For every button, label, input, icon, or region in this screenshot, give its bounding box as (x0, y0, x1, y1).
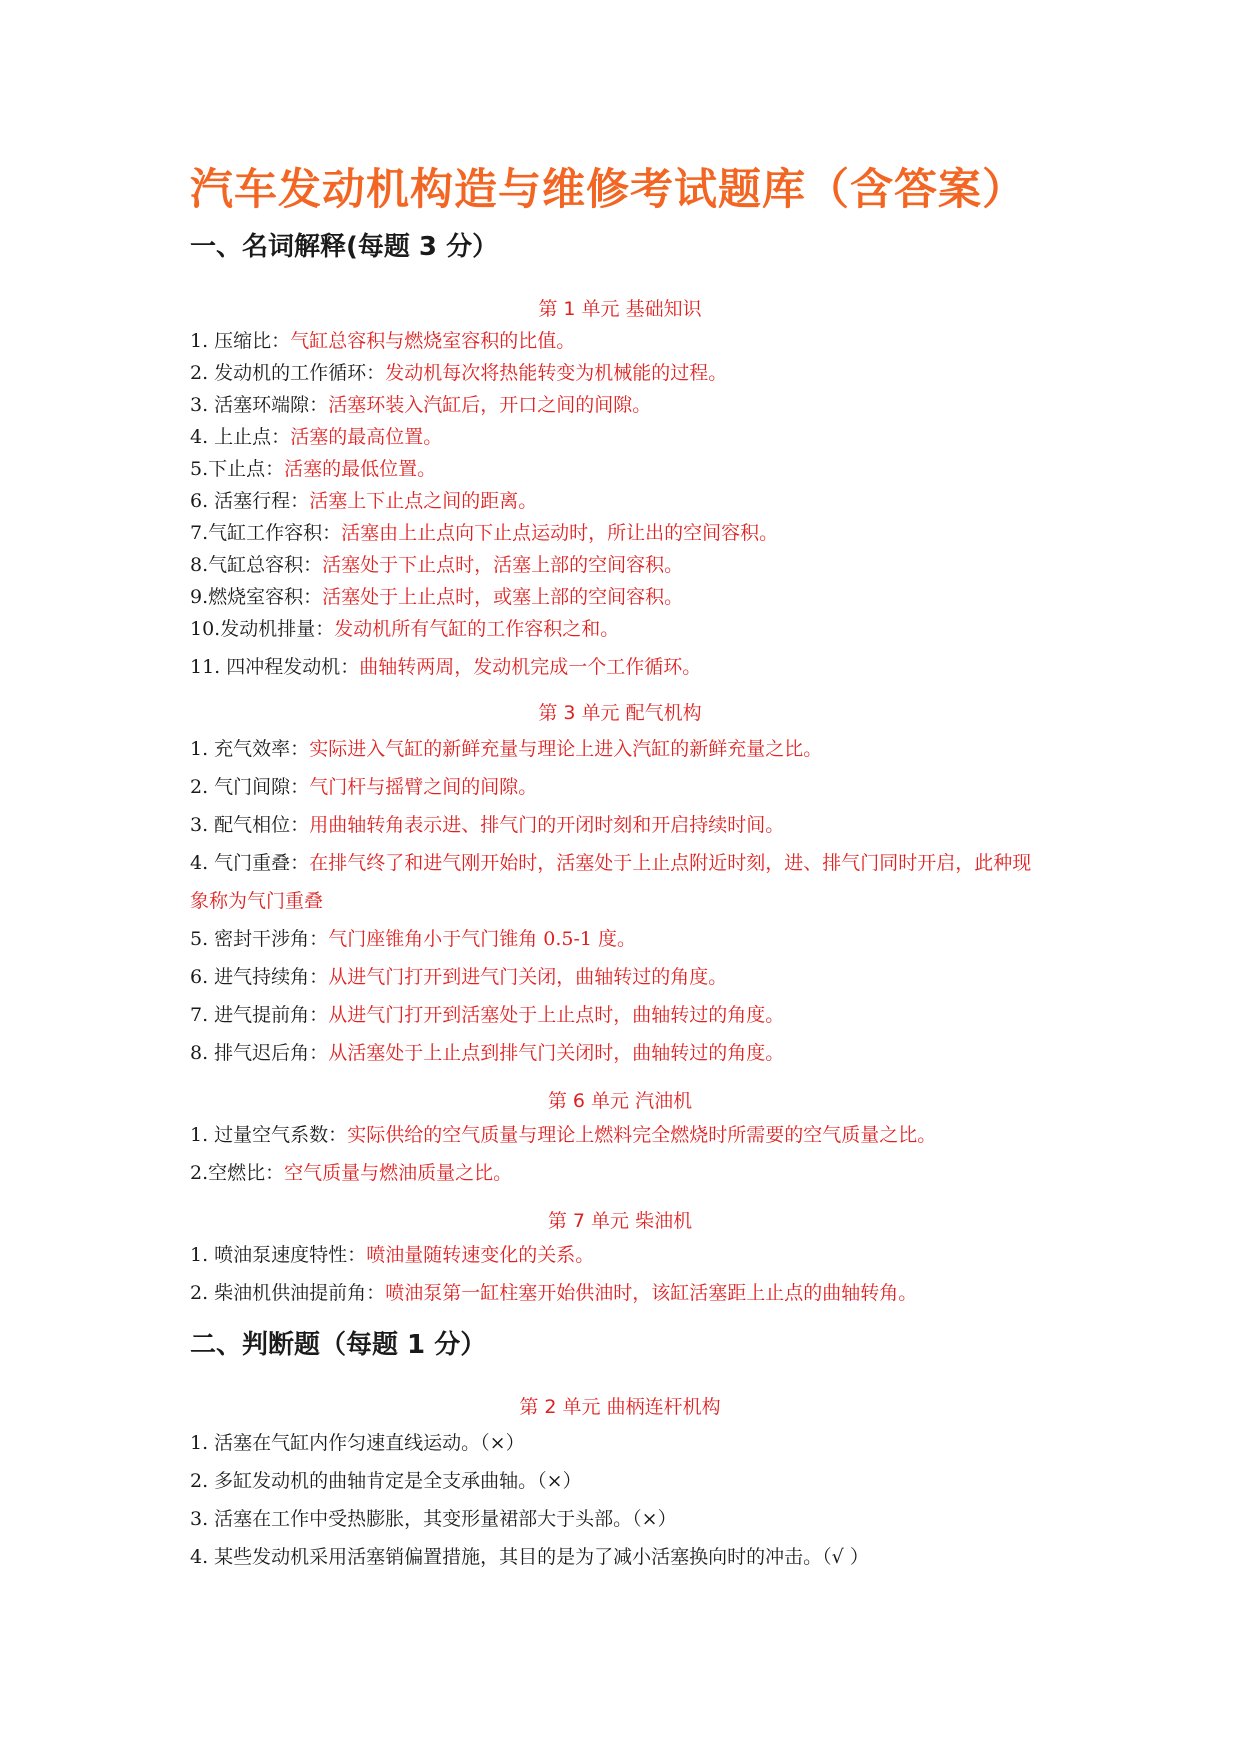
unit-heading-1: 第 1 单元 基础知识 (538, 298, 702, 320)
list-item: 2. 多缸发动机的曲轴肯定是全支承曲轴。（×） (190, 1470, 582, 1492)
list-item: 1. 喷油泵速度特性：喷油量随转速变化的关系。 (190, 1244, 595, 1266)
unit-heading-7: 第 7 单元 柴油机 (547, 1210, 693, 1232)
list-item: 7.气缸工作容积：活塞由上止点向下止点运动时，所让出的空间容积。 (190, 522, 779, 544)
list-item: 2. 发动机的工作循环：发动机每次将热能转变为机械能的过程。 (190, 362, 728, 384)
list-item: 7. 进气提前角：从进气门打开到活塞处于上止点时，曲轴转过的角度。 (190, 1004, 785, 1026)
document-title: 汽车发动机构造与维修考试题库（含答案） (190, 165, 1026, 215)
list-item: 4. 某些发动机采用活塞销偏置措施，其目的是为了减小活塞换向时的冲击。（√ ） (190, 1546, 869, 1568)
list-item: 5.下止点：活塞的最低位置。 (190, 458, 437, 480)
section-heading-true-false: 二、判断题（每题 1 分） (190, 1330, 487, 1360)
list-item: 6. 进气持续角：从进气门打开到进气门关闭，曲轴转过的角度。 (190, 966, 728, 988)
unit-heading-2: 第 2 单元 曲柄连杆机构 (519, 1396, 721, 1418)
list-item: 1. 压缩比：气缸总容积与燃烧室容积的比值。 (190, 330, 576, 352)
list-item: 5. 密封干涉角：气门座锥角小于气门锥角 0.5-1 度。 (190, 928, 636, 950)
list-item: 6. 活塞行程：活塞上下止点之间的距离。 (190, 490, 538, 512)
list-item: 1. 充气效率：实际进入气缸的新鲜充量与理论上进入汽缸的新鲜充量之比。 (190, 738, 823, 760)
list-item: 2. 柴油机供油提前角：喷油泵第一缸柱塞开始供油时，该缸活塞距上止点的曲轴转角。 (190, 1282, 918, 1304)
list-item: 11. 四冲程发动机：曲轴转两周，发动机完成一个工作循环。 (190, 656, 702, 678)
list-item: 2.空燃比：空气质量与燃油质量之比。 (190, 1162, 513, 1184)
unit-heading-3: 第 3 单元 配气机构 (538, 702, 702, 724)
unit-heading-6: 第 6 单元 汽油机 (547, 1090, 693, 1112)
list-item: 4. 上止点：活塞的最高位置。 (190, 426, 443, 448)
section-heading-definitions: 一、名词解释(每题 3 分） (190, 232, 499, 262)
list-item: 3. 配气相位：用曲轴转角表示进、排气门的开闭时刻和开启持续时间。 (190, 814, 785, 836)
list-item: 8.气缸总容积：活塞处于下止点时，活塞上部的空间容积。 (190, 554, 684, 576)
list-item: 1. 过量空气系数：实际供给的空气质量与理论上燃料完全燃烧时所需要的空气质量之比。 (190, 1124, 937, 1146)
list-item: 3. 活塞在工作中受热膨胀，其变形量裙部大于头部。（×） (190, 1508, 677, 1530)
list-item: 3. 活塞环端隙：活塞环装入汽缸后，开口之间的间隙。 (190, 394, 652, 416)
list-item: 4. 气门重叠：在排气终了和进气刚开始时，活塞处于上止点附近时刻，进、排气门同时开启，此种现象称为气门重叠 (190, 852, 1032, 912)
list-item: 10.发动机排量：发动机所有气缸的工作容积之和。 (190, 618, 620, 640)
list-item: 8. 排气迟后角：从活塞处于上止点到排气门关闭时，曲轴转过的角度。 (190, 1042, 785, 1064)
list-item: 2. 气门间隙：气门杆与摇臂之间的间隙。 (190, 776, 538, 798)
list-item: 9.燃烧室容积：活塞处于上止点时，或塞上部的空间容积。 (190, 586, 684, 608)
list-item: 1. 活塞在气缸内作匀速直线运动。（×） (190, 1432, 525, 1454)
